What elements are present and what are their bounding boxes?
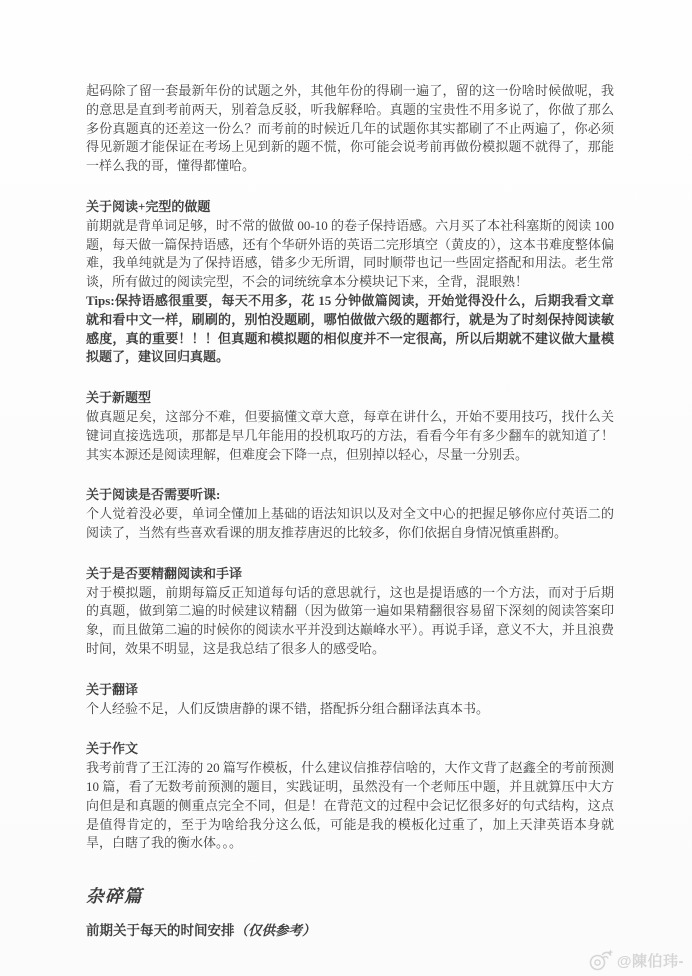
section-heading-need-class: 关于阅读是否需要听课: <box>86 487 221 503</box>
tips-paragraph: Tips:保持语感很重要，每天不用多，花 15 分钟做篇阅读，开始觉得没什么，后期我看文章就和看中文一样，刷刷的，别怕没题刷，哪怕做做六级的题都行，就是为了时刻保持阅读敏感度，真的重要！！！但真题和模拟题的相似度并不一定很高，所以后期就不建议做大量模拟题了，建议回归真题。 <box>86 292 614 365</box>
section-body-reading-cloze: 前期就是背单词足够，时不常的做做 00-10 的卷子保持语感。六月买了本社科塞斯的阅读 100 题，每天做一篇保持语感，还有个华研外语的英语二完形填空（黄皮的），这本书难度整体偏难，我单纯就是为了保持语感，错多少无所谓，同时顺带也记一些固定搭配和用法。老生常谈，所有做过的阅读完型，不会的词统统拿本分模块记下来，全背，混眼熟！ <box>86 217 614 290</box>
section-heading-translation: 关于翻译 <box>86 681 139 697</box>
schedule-heading-text: 前期关于每天的时间安排 <box>86 922 235 938</box>
section-body-essay: 我考前背了王江涛的 20 篇写作模板，什么建议信推荐信啥的，大作文背了赵鑫全的考前预测 10 篇，看了无数考前预测的题目，实践证明，虽然没有一个老师压中题，并且就算压中大方向但是和真题的侧重点完全不同，但是！在背范文的过程中会记忆很多好的句式结构，这点是值得肯定的，至于为啥给我分这么低，可能是我的模板化过重了，加上天津英语本身就旱，白瞎了我的衡水体。。。 <box>86 760 614 851</box>
section-heading-essay: 关于作文 <box>86 741 139 757</box>
section-body-need-class: 个人觉着没必要，单词全懂加上基础的语法知识以及对全文中心的把握足够你应付英语二的阅读了，当然有些喜欢看课的朋友推荐唐迟的比较多，你们依据自身情况慎重斟酌。 <box>86 506 614 540</box>
section-body-intensive-translation: 对于模拟题，前期每篇反正知道每句话的意思就行，这也是提语感的一个方法，而对于后期的真题，做到第二遍的时候建议精翻（因为做第一遍如果精翻很容易留下深刻的阅读答案印象，而且做第二遍的时候你的阅读水平并没到达巅峰水平）。再说手译，意义不大，并且浪费时间，效果不明显，这是我总结了很多人的感受哈。 <box>86 584 614 656</box>
section-heading-reading-cloze: 关于阅读+完型的做题 <box>86 198 211 214</box>
intro-paragraph: 起码除了留一套最新年份的试题之外，其他年份的得刷一遍了，留的这一份啥时候做呢，我的意思是直到考前两天，别着急反驳，听我解释哈。真题的宝贵性不用多说了，你做了那么多份真题真的还差这一份么？而考前的时候近几年的试题你其实都刷了不止两遍了，你必须得见新题才能保证在考场上见到新的题不慌，你可能会说考前再做份模拟题不就得了，那能一样么我的哥，懂得都懂哈。 <box>86 83 614 174</box>
section-heading-intensive-translation: 关于是否要精翻阅读和手译 <box>86 565 243 581</box>
section-body-new-type: 做真题足矣，这部分不难，但要搞懂文章大意，每章在讲什么，开始不要用技巧，找什么关键词直接选选项，那都是早几年能用的投机取巧的方法，看看今年有多少翻车的就知道了！其实本源还是阅读理解，但难度会下降一点，但别掉以轻心，尽量一分别丢。 <box>86 408 614 462</box>
weibo-logo-icon <box>588 948 614 972</box>
misc-section-title: 杂碎篇 <box>86 886 143 907</box>
document-content <box>86 82 614 941</box>
watermark-handle: @陳伯玮- <box>616 952 684 970</box>
schedule-heading-note: （仅供参考） <box>234 922 316 938</box>
weibo-watermark <box>588 948 684 972</box>
schedule-heading <box>86 922 614 941</box>
section-body-translation: 个人经验不足，人们反馈唐静的课不错，搭配拆分组合翻译法真本书。 <box>86 700 490 716</box>
section-heading-new-type: 关于新题型 <box>86 390 152 406</box>
